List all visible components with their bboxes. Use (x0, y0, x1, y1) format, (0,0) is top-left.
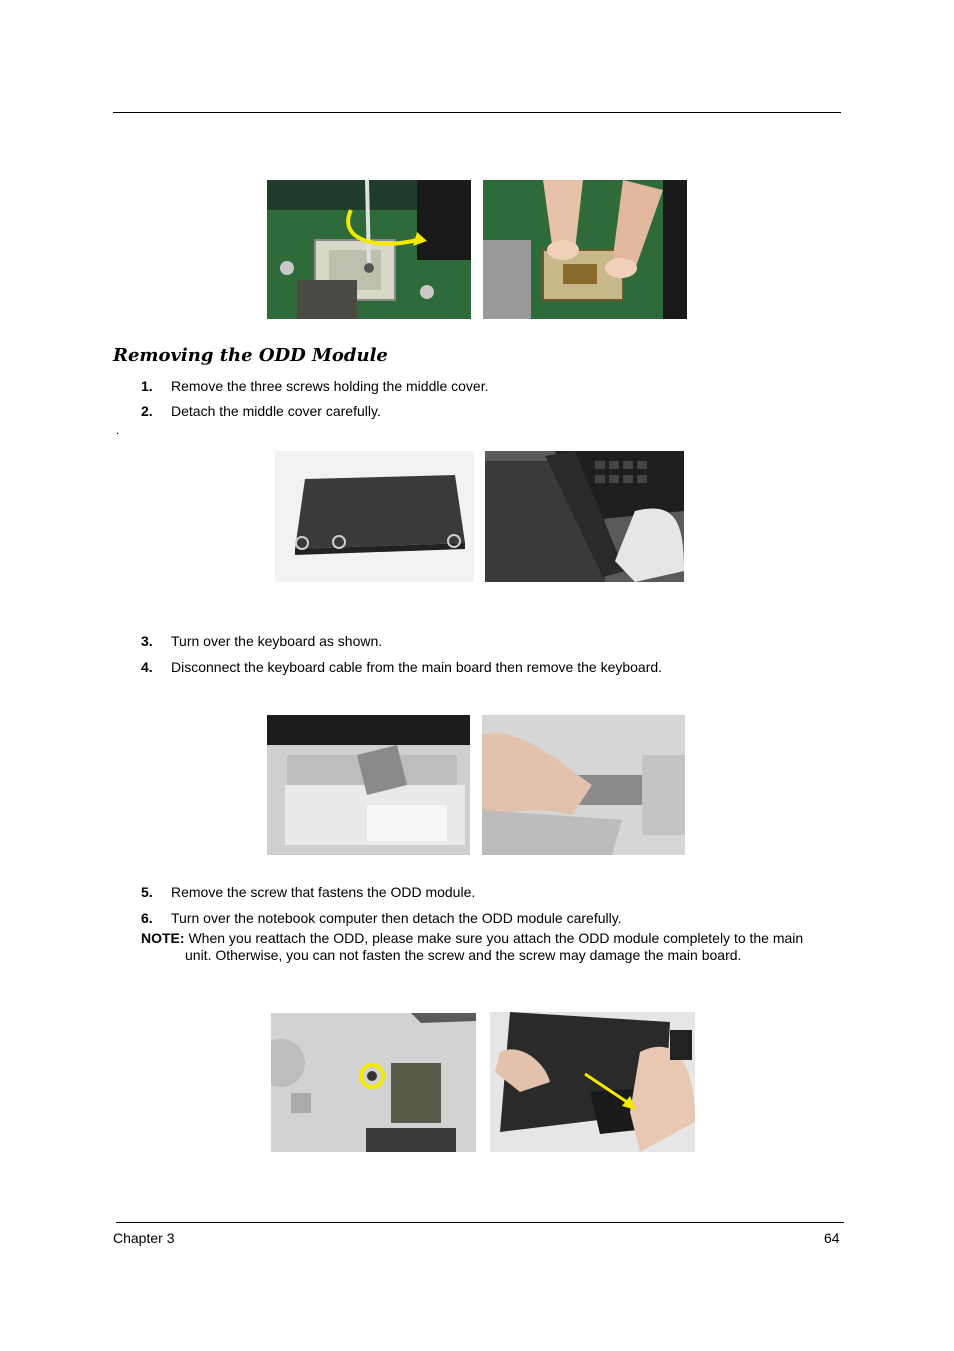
odd-detach-photo (490, 1012, 695, 1152)
keyboard-turned-over-photo (267, 715, 470, 855)
step-number: 3. (141, 633, 153, 649)
step-text: Remove the three screws holding the middle cover. (171, 378, 489, 394)
step-text: Turn over the keyboard as shown. (171, 633, 383, 649)
cpu-socket-screwdriver-photo (267, 180, 471, 319)
middle-cover-detach-photo (485, 451, 684, 582)
note-block (141, 930, 831, 964)
header-rule (113, 112, 841, 113)
note-text-1: When you reattach the ODD, please make sure you attach the ODD module completely to the main (184, 930, 804, 946)
step-number: 4. (141, 659, 153, 675)
cpu-lift-photo (483, 180, 687, 319)
footer-page-number: 64 (824, 1230, 840, 1246)
section-heading: Removing the ODD Module (113, 345, 388, 366)
step-text: Detach the middle cover carefully. (171, 403, 381, 419)
note-label: NOTE: (141, 930, 185, 946)
step-text: Turn over the notebook computer then detach the ODD module carefully. (171, 910, 622, 926)
step-text: Disconnect the keyboard cable from the main board then remove the keyboard. (171, 659, 663, 675)
step-text: Remove the screw that fastens the ODD module. (171, 884, 476, 900)
stray-period: . (116, 423, 120, 437)
step-number: 5. (141, 884, 153, 900)
note-line-1 (141, 930, 831, 947)
keyboard-cable-disconnect-photo (482, 715, 685, 855)
odd-screw-photo (271, 1013, 476, 1152)
note-line-2: unit. Otherwise, you can not fasten the screw and the screw may damage the main board. (185, 947, 742, 963)
step-number: 6. (141, 910, 153, 926)
step-number: 1. (141, 378, 153, 394)
footer-rule (116, 1222, 844, 1223)
step-number: 2. (141, 403, 153, 419)
footer-chapter: Chapter 3 (113, 1230, 175, 1246)
middle-cover-screws-photo (275, 451, 474, 582)
